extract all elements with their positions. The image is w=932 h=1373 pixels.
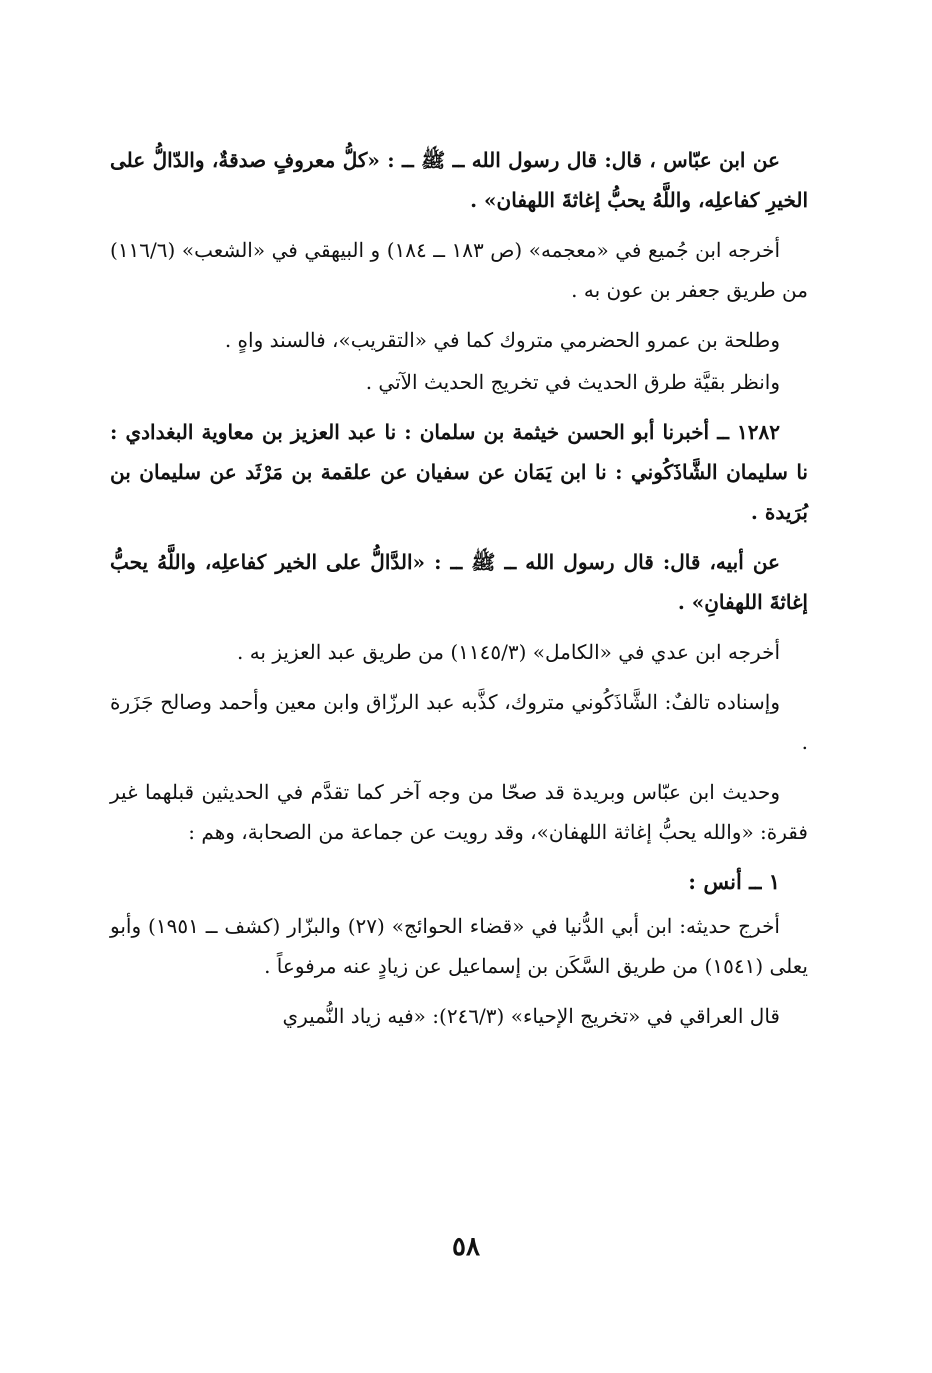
note-see-next: وانظر بقيَّة طرق الحديث في تخريج الحديث الآتي . — [365, 370, 780, 394]
document-page — [110, 140, 808, 1046]
section-heading-anas: ١ ــ أنس : — [688, 869, 780, 894]
note-sahaba: وحديث ابن عبّاس وبريدة قد صحّا من وجه آخر كما تقدَّم في الحديثين قبلهما غير فقرة: «والله يحبُّ إغاثة اللهفان»، وقد رويت عن جماعة من الصحابة، وهم : — [110, 780, 808, 844]
page-number: ٥٨ — [452, 1232, 480, 1262]
hadith-1282-matn: عن أبيه، قال: قال رسول الله ــ ﷺ ــ : «الدَّالُّ على الخير كفاعلِه، واللَّهُ يحبُّ إغاثةَ اللهفانِ» . — [110, 550, 808, 614]
hadith-text-ibn-abbas: عن ابن عبّاس ، قال: قال رسول الله ــ ﷺ ــ : «كلُّ معروفٍ صدقةٌ، والدّالُّ على الخيرِ كفاعلِه، واللَّهُ يحبُّ إغاثةَ اللهفان» . — [110, 148, 808, 212]
takhrij-ibn-adi: أخرجه ابن عدي في «الكامل» (١١٤٥/٣) من طريق عبد العزيز به . — [236, 640, 780, 664]
takhrij-anas: أخرج حديثه: ابن أبي الدُّنيا في «قضاء الحوائج» (٢٧) والبزّار (كشف ــ ١٩٥١) وأبو يعلى (١٥٤١) من طريق السَّكَن بن إسماعيل عن زيادٍ عنه مرفوعاً . — [110, 914, 808, 978]
note-iraqi: قال العراقي في «تخريج الإحياء» (٢٤٦/٣): «فيه زياد النُّميري — [282, 1004, 780, 1028]
takhrij-ibn-jumay: أخرجه ابن جُميع في «معجمه» (ص ١٨٣ ــ ١٨٤) و البيهقي في «الشعب» (١١٦/٦) من طريق جعفر بن عون به . — [110, 238, 808, 302]
hadith-1282-isnad: ١٢٨٢ ــ أخبرنا أبو الحسن خيثمة بن سلمان : نا عبد العزيز بن معاوية البغدادي : نا سليمان الشَّاذَكُوني : نا ابن يَمَان عن سفيان عن علقمة بن مَرْثَد عن سليمان بن بُرَيدة . — [110, 420, 808, 524]
note-shadhakuni: وإسناده تالفٌ: الشَّاذَكُوني متروك، كذَّبه عبد الرزّاق وابن معين وأحمد وصالح جَزَرة . — [110, 690, 808, 754]
note-talha: وطلحة بن عمرو الحضرمي متروك كما في «التقريب»، فالسند واهٍ . — [224, 328, 780, 352]
